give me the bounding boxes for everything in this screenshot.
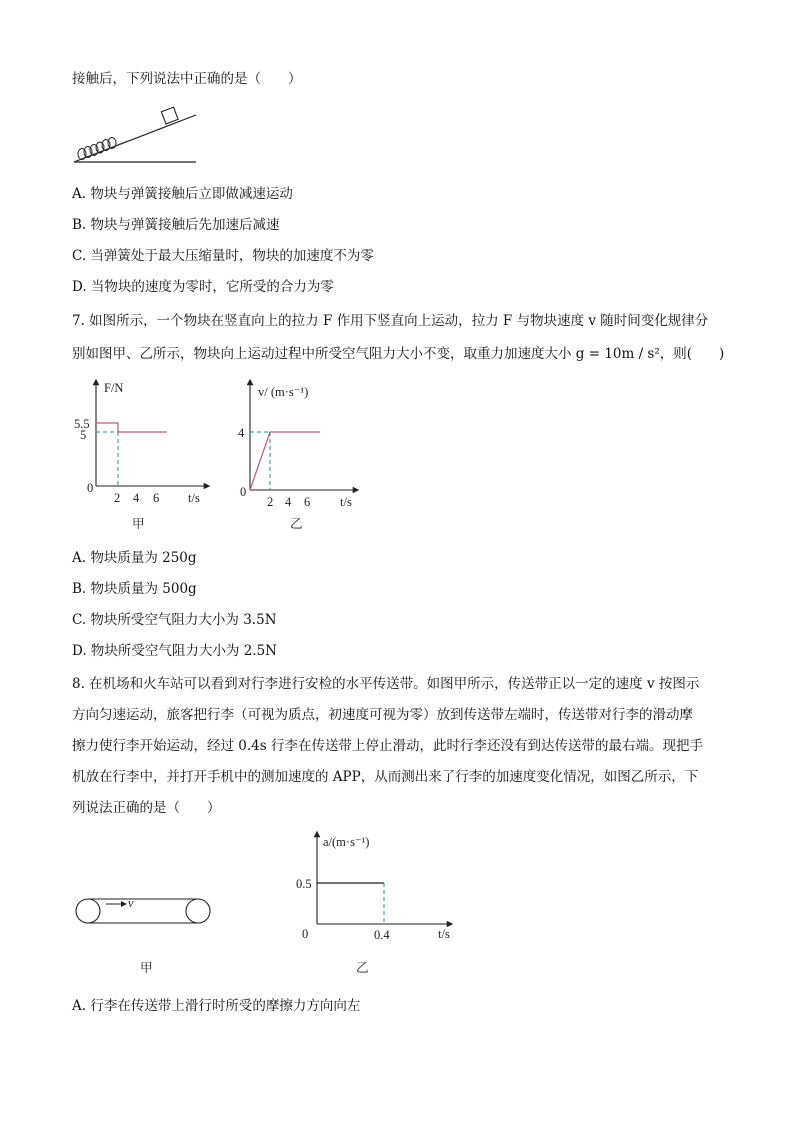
x-axis-label: t/s xyxy=(438,927,450,941)
q6-option-b: B. 物块与弹簧接触后先加速后减速 xyxy=(72,217,280,233)
force-line xyxy=(96,423,167,432)
q7-option-a: A. 物块质量为 250g xyxy=(72,550,197,566)
q7-option-d: D. 物块所受空气阻力大小为 2.5N xyxy=(72,643,277,659)
origin-label: 0 xyxy=(240,485,247,499)
q6-stem-tail: 接触后，下列说法中正确的是（ ） xyxy=(72,71,302,87)
right-roller xyxy=(186,899,210,923)
ytick-0.5: 0.5 xyxy=(296,877,312,891)
y-axis-label: a/(m·s⁻¹) xyxy=(323,835,370,849)
q8-option-a: A. 行李在传送带上滑行时所受的摩擦力方向向左 xyxy=(72,998,361,1014)
caption-jia: 甲 xyxy=(132,517,145,531)
xtick-6: 6 xyxy=(304,495,311,509)
y-axis-label: F/N xyxy=(104,381,124,395)
velocity-line xyxy=(250,432,320,490)
origin-label: 0 xyxy=(302,927,309,941)
y-axis-label: v/ (m·s⁻¹) xyxy=(258,385,309,399)
q7-stem-line1: 7. 如图所示，一个物块在竖直向上的拉力 F 作用下竖直向上运动，拉力 F 与物块速度 v 随时间变化规律分 xyxy=(72,313,709,329)
q8-stem-line1: 8. 在机场和火车站可以看到对行李进行安检的水平传送带。如图甲所示，传送带正以一定的速度 v 按图示 xyxy=(72,676,700,692)
xtick-4: 4 xyxy=(285,495,292,509)
q7-stem-line2: 别如图甲、乙所示，物块向上运动过程中所受空气阻力大小不变，取重力加速度大小 g = 10m / s²，则( ) xyxy=(72,346,725,362)
x-axis-label: t/s xyxy=(340,495,352,509)
xtick-2: 2 xyxy=(114,491,121,505)
conveyor-belt-figure xyxy=(72,895,222,980)
graph-yi-acceleration xyxy=(290,828,465,980)
xtick-6: 6 xyxy=(153,491,160,505)
q8-stem-line5: 列说法正确的是（ ） xyxy=(72,800,221,816)
xtick-4: 4 xyxy=(133,491,140,505)
caption-yi: 乙 xyxy=(356,961,369,975)
q6-option-d: D. 当物块的速度为零时，它所受的合力为零 xyxy=(72,279,334,295)
q8-stem-line3: 擦力使行李开始运动，经过 0.4s 行李在传送带上停止滑动，此时行李还没有到达传送带的最右端。现把手 xyxy=(72,738,703,754)
velocity-label: v xyxy=(128,896,134,910)
ytick-5.5: 5.5 xyxy=(74,417,90,431)
graph-yi-velocity xyxy=(232,376,382,536)
caption-yi: 乙 xyxy=(290,517,303,531)
incline-spring-figure xyxy=(70,98,205,168)
spring xyxy=(78,138,116,160)
left-roller xyxy=(76,899,100,923)
q6-option-a: A. 物块与弹簧接触后立即做减速运动 xyxy=(72,186,293,202)
ytick-4: 4 xyxy=(238,426,245,440)
q8-stem-line2: 方向匀速运动，旅客把行李（可视为质点，初速度可视为零）放到传送带左端时，传送带对行李的滑动摩 xyxy=(72,707,693,723)
ytick-5: 5 xyxy=(80,428,87,442)
q7-option-b: B. 物块质量为 500g xyxy=(72,581,197,597)
xtick-0.4: 0.4 xyxy=(374,928,390,942)
origin-label: 0 xyxy=(87,481,94,495)
caption-jia: 甲 xyxy=(140,961,153,975)
graph-jia-force xyxy=(72,376,222,536)
block xyxy=(161,107,178,124)
q7-option-c: C. 物块所受空气阻力大小为 3.5N xyxy=(72,612,277,628)
x-axis-label: t/s xyxy=(188,491,200,505)
xtick-2: 2 xyxy=(267,495,274,509)
q8-stem-line4: 机放在行李中，并打开手机中的测加速度的 APP，从而测出来了行李的加速度变化情况，如图乙所示，下 xyxy=(72,769,699,785)
q6-option-c: C. 当弹簧处于最大压缩量时，物块的加速度不为零 xyxy=(72,248,374,264)
